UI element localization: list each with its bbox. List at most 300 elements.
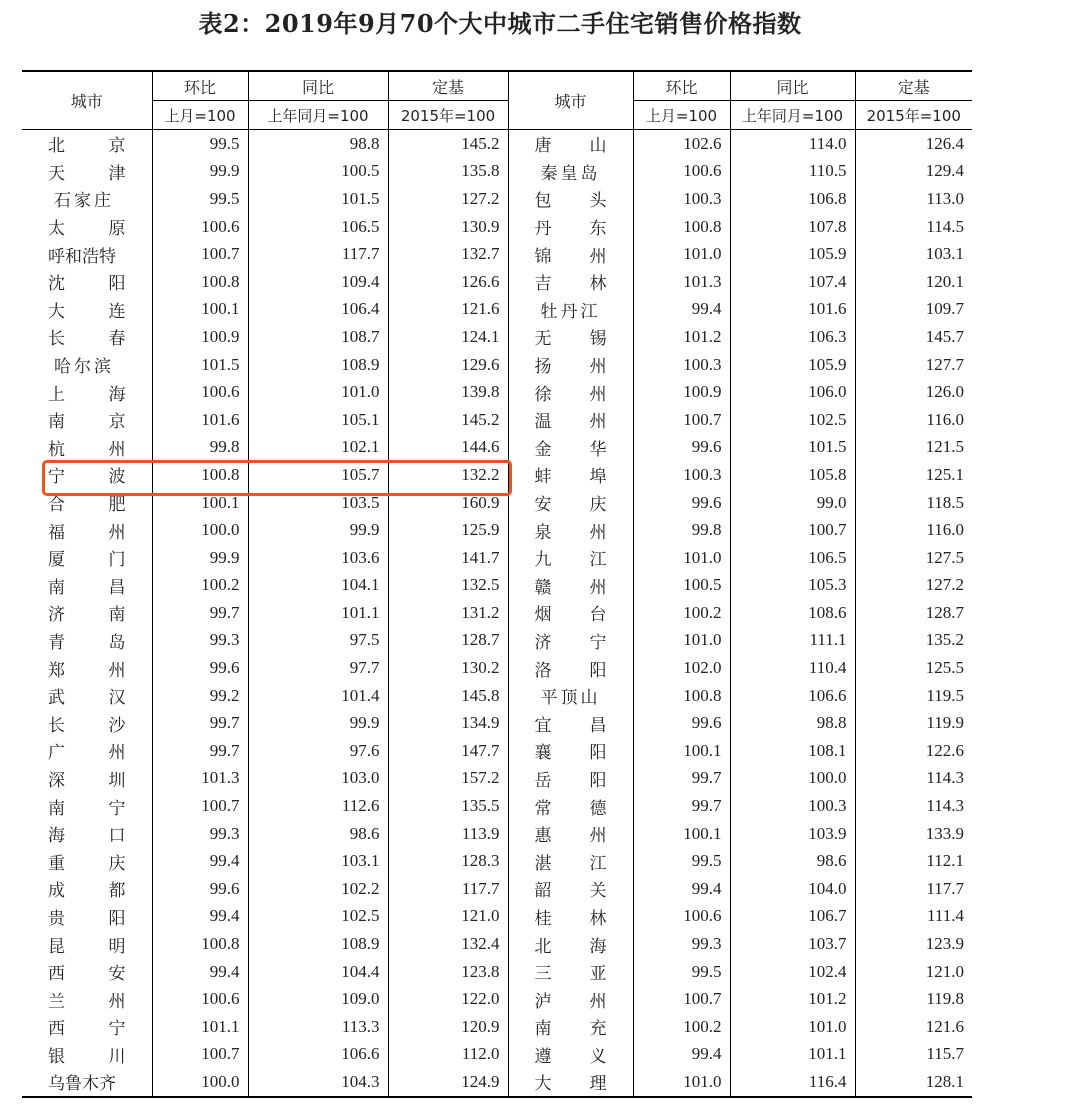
base-value: 115.7 (855, 1041, 972, 1069)
city-name (508, 654, 633, 682)
city-name: 哈尔滨 (54, 357, 114, 378)
base-value: 109.7 (855, 296, 972, 324)
table-row (22, 737, 972, 765)
mom-value: 101.1 (152, 1013, 248, 1041)
table-row (22, 985, 972, 1013)
mom-value: 99.4 (152, 958, 248, 986)
table-row (22, 903, 972, 931)
table-row (22, 158, 972, 186)
city-name (508, 765, 633, 793)
city-name (22, 461, 152, 489)
mom-value: 99.6 (633, 434, 730, 462)
city-name-spread: 温 州 (534, 412, 607, 433)
header-mom-left: 环比 (152, 71, 248, 101)
city-name-spread: 沈 阳 (48, 274, 126, 295)
city-name-spread: 宜 昌 (534, 715, 607, 736)
header-yoy-left: 同比 (248, 71, 388, 101)
table-row (22, 930, 972, 958)
mom-value: 100.6 (633, 158, 730, 186)
city-name-spread: 海 口 (48, 826, 126, 847)
city-name (22, 434, 152, 462)
yoy-value: 99.9 (248, 709, 388, 737)
table-row (22, 489, 972, 517)
city-name-spread: 唐 山 (534, 136, 607, 157)
yoy-value: 106.5 (248, 213, 388, 241)
yoy-value: 114.0 (730, 130, 855, 158)
base-value: 126.4 (855, 130, 972, 158)
city-name (22, 489, 152, 517)
city-name-spread: 泸 州 (534, 991, 607, 1012)
mom-value: 100.7 (152, 240, 248, 268)
city-name (508, 737, 633, 765)
yoy-value: 101.5 (730, 434, 855, 462)
base-value: 128.1 (855, 1068, 972, 1097)
mom-value: 101.0 (633, 544, 730, 572)
mom-value: 100.6 (633, 903, 730, 931)
table-row (22, 406, 972, 434)
table-row (22, 847, 972, 875)
city-name-spread: 西 安 (48, 964, 126, 985)
city-name (508, 544, 633, 572)
base-value: 145.8 (388, 682, 508, 710)
table-row (22, 627, 972, 655)
mom-value: 99.7 (633, 792, 730, 820)
mom-value: 100.1 (152, 296, 248, 324)
city-name (508, 406, 633, 434)
yoy-value: 100.3 (730, 792, 855, 820)
mom-value: 102.0 (633, 654, 730, 682)
city-name-spread: 蚌 埠 (534, 467, 607, 488)
table-row (22, 765, 972, 793)
city-name-spread: 襄 阳 (534, 743, 607, 764)
city-name-spread: 天 津 (48, 163, 126, 184)
base-value: 118.5 (855, 489, 972, 517)
mom-value: 99.4 (633, 296, 730, 324)
table-row (22, 599, 972, 627)
mom-value: 100.2 (152, 572, 248, 600)
mom-value: 100.7 (152, 792, 248, 820)
base-value: 141.7 (388, 544, 508, 572)
yoy-value: 101.1 (248, 599, 388, 627)
mom-value: 100.6 (152, 985, 248, 1013)
city-name-spread: 青 岛 (48, 632, 126, 653)
header-yoy-sub-left: 上年同月=100 (248, 101, 388, 130)
table-row (22, 461, 972, 489)
yoy-value: 104.4 (248, 958, 388, 986)
base-value: 132.2 (388, 461, 508, 489)
base-value: 121.0 (855, 958, 972, 986)
yoy-value: 106.5 (730, 544, 855, 572)
yoy-value: 116.4 (730, 1068, 855, 1097)
city-name-spread: 长 春 (48, 329, 126, 350)
city-name (22, 544, 152, 572)
mom-value: 99.5 (633, 958, 730, 986)
yoy-value: 104.3 (248, 1068, 388, 1097)
base-value: 126.6 (388, 268, 508, 296)
base-value: 122.0 (388, 985, 508, 1013)
mom-value: 99.7 (152, 709, 248, 737)
mom-value: 100.1 (152, 489, 248, 517)
table-row (22, 185, 972, 213)
mom-value: 99.6 (152, 875, 248, 903)
city-name-spread: 桂 林 (534, 908, 607, 929)
mom-value: 100.2 (633, 1013, 730, 1041)
base-value: 127.2 (388, 185, 508, 213)
mom-value: 99.3 (152, 627, 248, 655)
city-name-spread: 北 京 (48, 136, 126, 157)
city-name (508, 185, 633, 213)
city-name (22, 296, 152, 324)
yoy-value: 100.0 (730, 765, 855, 793)
city-name-spread: 遵 义 (534, 1046, 607, 1067)
base-value: 135.8 (388, 158, 508, 186)
city-name (22, 130, 152, 158)
table-title: 表2：2019年9月70个大中城市二手住宅销售价格指数 (198, 9, 802, 38)
yoy-value: 105.9 (730, 240, 855, 268)
header-mom-sub-left: 上月=100 (152, 101, 248, 130)
city-name (508, 958, 633, 986)
header-base-left: 定基 (388, 71, 508, 101)
base-value: 113.0 (855, 185, 972, 213)
base-value: 132.4 (388, 930, 508, 958)
yoy-value: 102.4 (730, 958, 855, 986)
city-name (22, 1041, 152, 1069)
city-name-spread: 银 川 (48, 1046, 126, 1067)
city-name: 乌鲁木齐 (22, 1068, 152, 1097)
yoy-value: 98.8 (730, 709, 855, 737)
city-name-spread: 烟 台 (534, 605, 607, 626)
base-value: 135.5 (388, 792, 508, 820)
mom-value: 99.7 (152, 737, 248, 765)
city-name (22, 765, 152, 793)
base-value: 127.7 (855, 351, 972, 379)
mom-value: 99.9 (152, 544, 248, 572)
base-value: 144.6 (388, 434, 508, 462)
city-name (508, 627, 633, 655)
city-name (22, 985, 152, 1013)
city-name-spread: 成 都 (48, 881, 126, 902)
city-name (22, 323, 152, 351)
base-value: 111.4 (855, 903, 972, 931)
mom-value: 99.4 (152, 847, 248, 875)
yoy-value: 98.6 (248, 820, 388, 848)
city-name (22, 213, 152, 241)
table-row (22, 544, 972, 572)
base-value: 123.8 (388, 958, 508, 986)
mom-value: 101.2 (633, 323, 730, 351)
mom-value: 100.8 (633, 682, 730, 710)
yoy-value: 106.3 (730, 323, 855, 351)
mom-value: 99.5 (152, 185, 248, 213)
yoy-value: 102.5 (248, 903, 388, 931)
city-name-spread: 韶 关 (534, 881, 607, 902)
mom-value: 100.9 (633, 378, 730, 406)
yoy-value: 108.9 (248, 930, 388, 958)
header-yoy-sub-right: 上年同月=100 (730, 101, 855, 130)
city-name-spread: 北 海 (534, 936, 607, 957)
city-name: 牡丹江 (508, 296, 633, 324)
yoy-value: 101.0 (248, 378, 388, 406)
base-value: 119.8 (855, 985, 972, 1013)
yoy-value: 103.1 (248, 847, 388, 875)
mom-value: 99.8 (152, 434, 248, 462)
city-name (508, 378, 633, 406)
table-row (22, 351, 972, 379)
city-name-spread: 济 宁 (534, 632, 607, 653)
mom-value: 99.7 (633, 765, 730, 793)
mom-value: 99.5 (152, 130, 248, 158)
city-name-spread: 广 州 (48, 743, 126, 764)
yoy-value: 105.1 (248, 406, 388, 434)
mom-value: 100.8 (152, 461, 248, 489)
mom-value: 100.0 (152, 1068, 248, 1097)
city-name-spread: 上 海 (48, 384, 126, 405)
base-value: 125.5 (855, 654, 972, 682)
yoy-value: 103.0 (248, 765, 388, 793)
base-value: 119.5 (855, 682, 972, 710)
table-row (22, 572, 972, 600)
city-name: 呼和浩特 (48, 246, 116, 267)
city-name (508, 930, 633, 958)
mom-value: 100.6 (152, 378, 248, 406)
yoy-value: 106.8 (730, 185, 855, 213)
yoy-value: 101.5 (248, 185, 388, 213)
table-row (22, 268, 972, 296)
yoy-value: 110.4 (730, 654, 855, 682)
yoy-value: 102.2 (248, 875, 388, 903)
base-value: 112.0 (388, 1041, 508, 1069)
mom-value: 100.3 (633, 185, 730, 213)
base-value: 117.7 (388, 875, 508, 903)
base-value: 157.2 (388, 765, 508, 793)
city-name-spread: 泉 州 (534, 522, 607, 543)
city-name-spread: 吉 林 (534, 274, 607, 295)
city-name: 石家庄 (54, 191, 114, 212)
yoy-value: 106.7 (730, 903, 855, 931)
yoy-value: 99.0 (730, 489, 855, 517)
city-name (508, 847, 633, 875)
city-name (508, 516, 633, 544)
base-value: 128.7 (388, 627, 508, 655)
table-row (22, 378, 972, 406)
city-name (508, 599, 633, 627)
city-name-spread: 兰 州 (48, 991, 126, 1012)
city-name-spread: 重 庆 (48, 853, 126, 874)
yoy-value: 105.3 (730, 572, 855, 600)
city-name-spread: 贵 阳 (48, 908, 126, 929)
city-name (22, 158, 152, 186)
base-value: 114.3 (855, 765, 972, 793)
base-value: 129.6 (388, 351, 508, 379)
city-name (508, 434, 633, 462)
city-name-spread: 南 京 (48, 412, 126, 433)
city-name: 平顶山 (508, 682, 633, 710)
city-name-spread: 济 南 (48, 605, 126, 626)
mom-value: 101.3 (633, 268, 730, 296)
mom-value: 101.6 (152, 406, 248, 434)
base-value: 113.9 (388, 820, 508, 848)
mom-value: 100.7 (633, 985, 730, 1013)
city-name (22, 627, 152, 655)
city-name-spread: 岳 阳 (534, 770, 607, 791)
yoy-value: 108.9 (248, 351, 388, 379)
mom-value: 101.0 (633, 627, 730, 655)
mom-value: 99.6 (633, 709, 730, 737)
yoy-value: 108.1 (730, 737, 855, 765)
city-name-spread: 湛 江 (534, 853, 607, 874)
city-name (508, 985, 633, 1013)
yoy-value: 103.7 (730, 930, 855, 958)
base-value: 114.3 (855, 792, 972, 820)
mom-value: 100.1 (633, 820, 730, 848)
city-name (508, 240, 633, 268)
table-row (22, 958, 972, 986)
base-value: 125.9 (388, 516, 508, 544)
yoy-value: 105.9 (730, 351, 855, 379)
base-value: 103.1 (855, 240, 972, 268)
header-mom-sub-right: 上月=100 (633, 101, 730, 130)
city-name-spread: 长 沙 (48, 715, 126, 736)
city-name (508, 572, 633, 600)
base-value: 128.3 (388, 847, 508, 875)
yoy-value: 102.1 (248, 434, 388, 462)
mom-value: 101.5 (152, 351, 248, 379)
base-value: 121.5 (855, 434, 972, 462)
yoy-value: 110.5 (730, 158, 855, 186)
yoy-value: 102.5 (730, 406, 855, 434)
yoy-value: 109.4 (248, 268, 388, 296)
city-name (22, 709, 152, 737)
yoy-value: 117.7 (248, 240, 388, 268)
yoy-value: 107.4 (730, 268, 855, 296)
city-name-spread: 徐 州 (534, 384, 607, 405)
base-value: 133.9 (855, 820, 972, 848)
city-name (22, 406, 152, 434)
city-name-spread: 常 德 (534, 798, 607, 819)
header-base-sub-left: 2015年=100 (388, 101, 508, 130)
base-value: 126.0 (855, 378, 972, 406)
city-name (508, 130, 633, 158)
base-value: 134.9 (388, 709, 508, 737)
base-value: 135.2 (855, 627, 972, 655)
mom-value: 99.2 (152, 682, 248, 710)
mom-value: 100.2 (633, 599, 730, 627)
city-name-spread: 宁 波 (48, 467, 126, 488)
city-name (22, 1013, 152, 1041)
yoy-value: 98.8 (248, 130, 388, 158)
table-body (22, 130, 972, 1097)
base-value: 129.4 (855, 158, 972, 186)
city-name-spread: 西 宁 (48, 1019, 126, 1040)
city-name-spread: 九 江 (534, 550, 607, 571)
yoy-value: 108.6 (730, 599, 855, 627)
city-name-spread: 赣 州 (534, 577, 607, 598)
yoy-value: 101.2 (730, 985, 855, 1013)
base-value: 120.1 (855, 268, 972, 296)
base-value: 117.7 (855, 875, 972, 903)
city-name (22, 875, 152, 903)
table-row (22, 820, 972, 848)
city-name (508, 709, 633, 737)
yoy-value: 105.7 (248, 461, 388, 489)
table-row (22, 875, 972, 903)
base-value: 123.9 (855, 930, 972, 958)
base-value: 112.1 (855, 847, 972, 875)
city-name-spread: 扬 州 (534, 357, 607, 378)
base-value: 114.5 (855, 213, 972, 241)
city-name (508, 820, 633, 848)
city-name-spread: 锦 州 (534, 246, 607, 267)
yoy-value: 107.8 (730, 213, 855, 241)
mom-value: 99.5 (633, 847, 730, 875)
city-name-spread: 武 汉 (48, 688, 126, 709)
yoy-value: 100.7 (730, 516, 855, 544)
mom-value: 100.9 (152, 323, 248, 351)
yoy-value: 97.7 (248, 654, 388, 682)
yoy-value: 101.4 (248, 682, 388, 710)
base-value: 145.7 (855, 323, 972, 351)
city-name (22, 737, 152, 765)
city-name (508, 489, 633, 517)
base-value: 116.0 (855, 406, 972, 434)
mom-value: 100.8 (152, 268, 248, 296)
city-name (22, 268, 152, 296)
city-name-spread: 南 充 (534, 1019, 607, 1040)
city-name-spread: 丹 东 (534, 219, 607, 240)
city-name (22, 792, 152, 820)
city-name-spread: 金 华 (534, 439, 607, 460)
city-name (508, 1013, 633, 1041)
yoy-value: 104.0 (730, 875, 855, 903)
mom-value: 99.7 (152, 599, 248, 627)
table-row (22, 1068, 972, 1097)
base-value: 119.9 (855, 709, 972, 737)
city-name (22, 378, 152, 406)
table-row (22, 240, 972, 268)
mom-value: 99.4 (152, 903, 248, 931)
base-value: 130.9 (388, 213, 508, 241)
city-name (508, 461, 633, 489)
yoy-value: 97.5 (248, 627, 388, 655)
yoy-value: 98.6 (730, 847, 855, 875)
base-value: 128.7 (855, 599, 972, 627)
yoy-value: 103.9 (730, 820, 855, 848)
base-value: 147.7 (388, 737, 508, 765)
mom-value: 101.0 (633, 1068, 730, 1097)
table-row (22, 792, 972, 820)
yoy-value: 101.0 (730, 1013, 855, 1041)
mom-value: 100.3 (633, 351, 730, 379)
yoy-value: 106.6 (730, 682, 855, 710)
base-value: 124.1 (388, 323, 508, 351)
city-name (22, 820, 152, 848)
city-name (22, 599, 152, 627)
city-name-spread: 南 宁 (48, 798, 126, 819)
city-name-spread: 郑 州 (48, 660, 126, 681)
city-name (22, 682, 152, 710)
city-name (508, 1041, 633, 1069)
mom-value: 100.0 (152, 516, 248, 544)
yoy-value: 113.3 (248, 1013, 388, 1041)
table-row (22, 323, 972, 351)
city-name-spread: 三 亚 (534, 964, 607, 985)
city-name-spread: 南 昌 (48, 577, 126, 598)
yoy-value: 103.5 (248, 489, 388, 517)
base-value: 120.9 (388, 1013, 508, 1041)
city-name-spread: 厦 门 (48, 550, 126, 571)
city-name-spread: 洛 阳 (534, 660, 607, 681)
header-city-right: 城市 (508, 71, 633, 130)
